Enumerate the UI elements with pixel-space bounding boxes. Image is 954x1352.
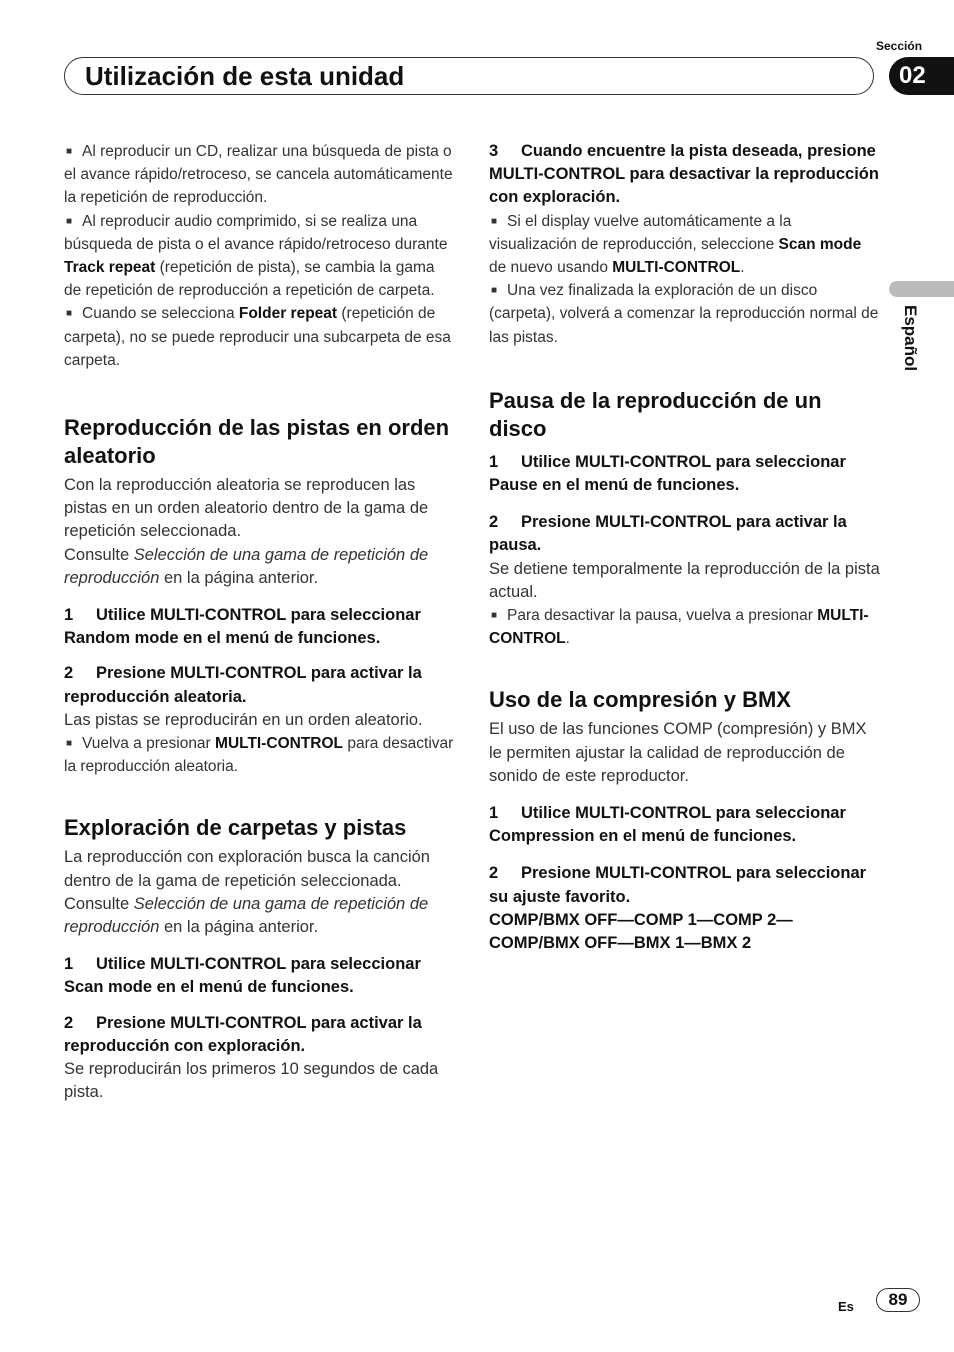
left-column	[64, 140, 454, 1105]
body-text: Con la reproducción aleatoria se reproducen las pistas en un orden aleatorio dentro de la gama de repetición seleccionada.	[64, 476, 429, 541]
step: 2 Presione MULTI-CONTROL para activar la reproducción aleatoria.	[64, 664, 422, 706]
body-text: La reproducción con exploración busca la canción dentro de la gama de repetición seleccionada.	[64, 848, 430, 890]
note: ■ Si el display vuelve automáticamente a la visualización de reproducción, seleccione Scan mode de nuevo usando MULTI-CONTROL.	[489, 212, 862, 277]
bullet-icon: ■	[66, 146, 73, 157]
language-tab	[889, 281, 954, 297]
note: ■ Al reproducir un CD, realizar una búsqueda de pista o el avance rápido/retroceso, se cancela automáticamente la repetición de reproducción.	[64, 143, 453, 207]
section-label: Sección	[876, 39, 923, 53]
bullet-icon: ■	[66, 215, 73, 227]
body-text: Las pistas se reproducirán en un orden aleatorio.	[64, 710, 423, 729]
step: 2 Presione MULTI-CONTROL para activar la pausa.	[489, 513, 847, 555]
page-title: Utilización de esta unidad	[85, 61, 405, 91]
right-column	[489, 140, 881, 955]
body-text: El uso de las funciones COMP (compresión) y BMX le permiten ajustar la calidad de reproducción de sonido de este reproductor.	[489, 720, 867, 785]
bullet-icon: ■	[66, 738, 73, 750]
step: 2 Presione MULTI-CONTROL para seleccionar su ajuste favorito.	[489, 864, 867, 906]
step: 1 Utilice MULTI-CONTROL para seleccionar Random mode en el menú de funciones.	[64, 606, 421, 648]
note: ■ Al reproducir audio comprimido, si se realiza una búsqueda de pista o el avance rápido/retroceso durante Track repeat (repetición de pista), se cambia la gama de repetición de reproducción a repetición de carpeta.	[64, 212, 448, 300]
reference-text: Consulte Selección de una gama de repetición de reproducción en la página anterior.	[64, 894, 429, 937]
note: ■ Para desactivar la pausa, vuelva a presionar MULTI-CONTROL.	[489, 607, 869, 648]
bullet-icon: ■	[66, 308, 73, 320]
bullet-icon: ■	[491, 285, 498, 297]
note: ■ Cuando se selecciona Folder repeat (repetición de carpeta), no se puede reproducir una subcarpeta de esa carpeta.	[64, 305, 451, 369]
note: ■ Vuelva a presionar MULTI-CONTROL para desactivar la reproducción aleatoria.	[64, 735, 454, 776]
page-number: 89	[876, 1288, 920, 1312]
step: 1 Utilice MULTI-CONTROL para seleccionar Compression en el menú de funciones.	[489, 804, 846, 846]
header-bar	[64, 57, 874, 95]
mode-sequence: COMP/BMX OFF—BMX 1—BMX 2	[489, 934, 752, 953]
body-text: Se detiene temporalmente la reproducción de la pista actual.	[489, 559, 880, 601]
language-label: Español	[901, 305, 920, 372]
footer-language: Es	[838, 1299, 854, 1314]
bullet-icon: ■	[491, 610, 498, 622]
section-heading-pause: Pausa de la reproducción de un disco	[489, 387, 822, 441]
section-badge: 02	[889, 57, 954, 95]
reference-text: Consulte Selección de una gama de repetición de reproducción en la página anterior.	[64, 545, 429, 587]
section-heading-random: Reproducción de las pistas en orden aleatorio	[64, 415, 450, 469]
section-heading-comp: Uso de la compresión y BMX	[489, 687, 791, 713]
bullet-icon: ■	[491, 215, 498, 227]
step: 1 Utilice MULTI-CONTROL para seleccionar Pause en el menú de funciones.	[489, 452, 846, 495]
step: 2 Presione MULTI-CONTROL para activar la reproducción con exploración.	[64, 1013, 422, 1055]
note: ■ Una vez finalizada la exploración de un disco (carpeta), volverá a comenzar la reproducción normal de las pistas.	[489, 282, 879, 346]
step: 1 Utilice MULTI-CONTROL para seleccionar Scan mode en el menú de funciones.	[64, 955, 421, 997]
body-text: Se reproducirán los primeros 10 segundos de cada pista.	[64, 1060, 439, 1102]
step: 3 Cuando encuentre la pista deseada, presione MULTI-CONTROL para desactivar la reproducción con exploración.	[489, 142, 879, 207]
mode-sequence: COMP/BMX OFF—COMP 1—COMP 2—	[489, 910, 793, 929]
section-heading-scan: Exploración de carpetas y pistas	[64, 815, 407, 841]
